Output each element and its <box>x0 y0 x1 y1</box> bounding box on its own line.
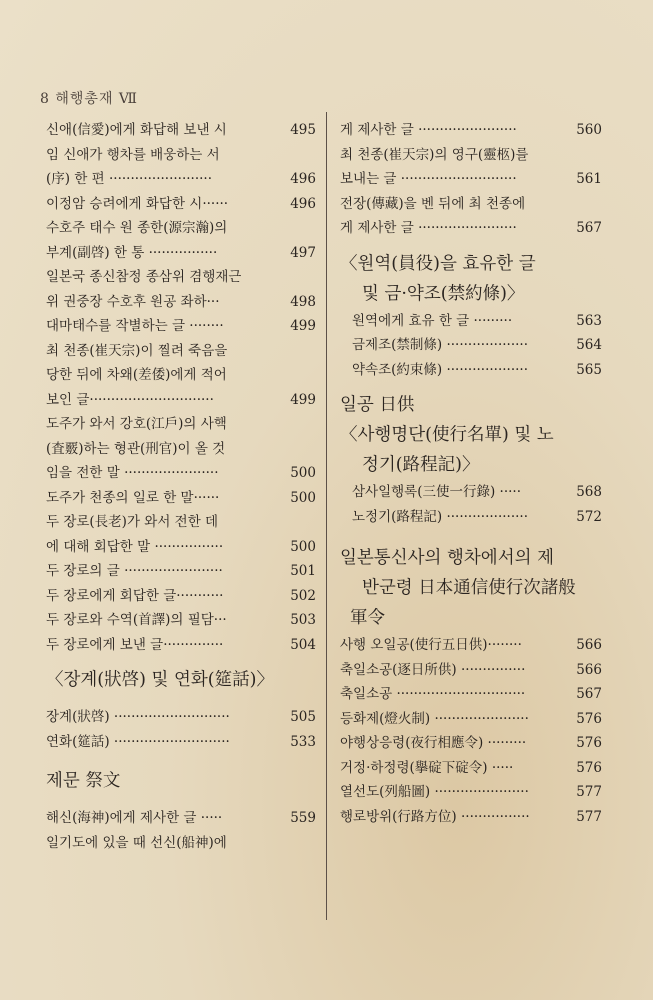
toc-entry: 임을 전한 말 ······················ 500 <box>46 465 316 481</box>
toc-entry: 보내는 글 ··························· 561 <box>340 171 602 187</box>
toc-entry: 일본국 종신참정 종삼위 겸행재근 <box>46 269 242 285</box>
section-heading: 정기(路程記)〉 <box>362 455 480 475</box>
toc-entry: 일기도에 있을 때 선신(船神)에 <box>46 834 227 851</box>
toc-entry: 게 제사한 글 ······················· 560 <box>340 122 602 138</box>
toc-entry: 최 천종(崔天宗)의 영구(靈柩)를 <box>340 146 529 163</box>
toc-entry: 등화제(燈火制) ······················ 576 <box>340 710 602 727</box>
toc-entry: 열선도(列船圖) ······················ 577 <box>340 784 602 800</box>
toc-entry: 사행 오일공(使行五日供)········ 566 <box>340 637 602 653</box>
toc-entry: 전장(傳藏)을 벤 뒤에 최 천종에 <box>340 195 526 212</box>
toc-entry: 거정·하정령(擧碇下碇令) ····· 576 <box>340 759 602 776</box>
toc-entry: 이정암 승려에게 화답한 시······ 496 <box>46 195 316 212</box>
column-divider <box>326 112 327 920</box>
left-column <box>46 118 316 855</box>
page-header <box>40 88 138 108</box>
right-column <box>340 118 602 829</box>
toc-entry: 대마태수를 작별하는 글 ········ 499 <box>46 318 316 334</box>
toc-entry: 두 장로의 글 ······················· 501 <box>46 563 316 579</box>
toc-entry: 장계(狀啓) ··························· 505 <box>46 709 316 725</box>
toc-entry: 행로방위(行路方位) ················ 577 <box>340 808 602 825</box>
section-heading: 일공 日供 <box>340 395 415 415</box>
toc-entry: 도주가 와서 강호(江戶)의 사핵 <box>46 416 227 432</box>
toc-entry: 임 신애가 행차를 배웅하는 서 <box>46 146 220 163</box>
toc-entry: 위 권중장 수호후 원공 좌하··· 498 <box>46 293 316 310</box>
toc-entry: 연화(筵話) ··························· 533 <box>46 733 316 750</box>
toc-entry: 두 장로(長老)가 와서 전한 데 <box>46 514 219 530</box>
toc-entry: 에 대해 회답한 말 ················ 500 <box>46 538 316 555</box>
section-heading: 〈장계(狀啓) 및 연화(筵話)〉 <box>46 670 274 690</box>
toc-entry: 당한 뒤에 차왜(差倭)에게 적어 <box>46 367 227 383</box>
section-heading: 반군령 日本通信使行次諸般 <box>362 578 576 598</box>
toc-entry: 해신(海神)에게 제사한 글 ····· 559 <box>46 810 316 826</box>
toc-entry: 축일소공 ······························ 567 <box>340 686 602 702</box>
toc-entry: 도주가 천종의 일로 한 말······ 500 <box>46 489 316 506</box>
toc-entry: 게 제사한 글 ······················· 567 <box>340 220 602 236</box>
toc-entry: 원역에게 효유 한 글 ········· 563 <box>352 312 602 329</box>
toc-entry: 삼사일행록(三使一行錄) ····· 568 <box>352 484 602 500</box>
section-heading: 및 금·약조(禁約條)〉 <box>362 283 525 304</box>
toc-entry: 최 천종(崔天宗)이 찔려 죽음을 <box>46 342 228 359</box>
section-heading: 軍令 <box>350 608 385 628</box>
toc-entry: 두 장로에게 회답한 글··········· 502 <box>46 587 316 604</box>
toc-entry: 신애(信愛)에게 화답해 보낸 시 495 <box>46 122 316 138</box>
toc-entry: 축일소공(逐日所供) ··············· 566 <box>340 661 602 678</box>
section-heading: 일본통신사의 행차에서의 제 <box>340 548 554 568</box>
toc-entry: 야행상응령(夜行相應令) ········· 576 <box>340 735 602 751</box>
section-heading: 제문 祭文 <box>46 771 121 791</box>
toc-entry: (査覈)하는 형관(刑官)이 올 것 <box>46 440 226 457</box>
toc-entry: 부계(副啓) 한 통 ················ 497 <box>46 244 316 261</box>
toc-entry: 노정기(路程記) ··················· 572 <box>352 508 602 525</box>
book-title: 해행총재 Ⅶ <box>55 91 138 107</box>
toc-entry: 두 장로와 수역(首譯)의 필담··· 503 <box>46 612 316 628</box>
toc-entry: (序) 한 편 ························ 496 <box>46 171 316 187</box>
section-heading: 〈원역(員役)을 효유한 글 <box>340 253 536 274</box>
page-number: 8 <box>40 91 50 107</box>
section-heading: 〈사행명단(使行名單) 및 노 <box>340 425 554 445</box>
toc-entry: 두 장로에게 보낸 글·············· 504 <box>46 636 316 653</box>
toc-entry: 보인 글····························· 499 <box>46 391 316 408</box>
toc-entry: 금제조(禁制條) ··················· 564 <box>352 337 602 353</box>
toc-entry: 수호주 태수 원 종한(源宗瀚)의 <box>46 220 228 236</box>
toc-entry: 약속조(約束條) ··················· 565 <box>352 361 602 378</box>
